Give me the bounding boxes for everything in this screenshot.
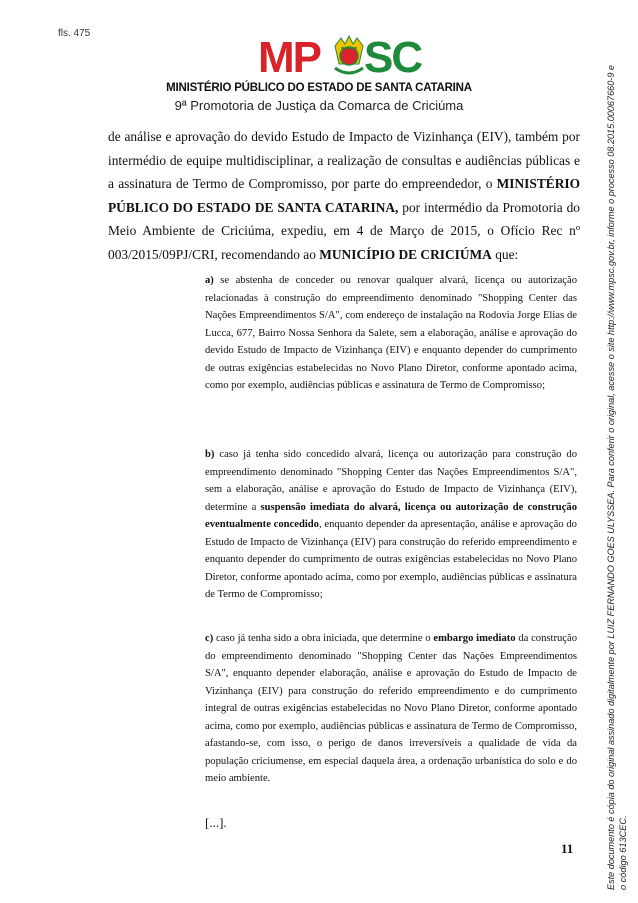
body-paragraph [108,125,580,267]
ellipsis-marker: [...]. [205,815,227,830]
body-bold-municipio: MUNICÍPIO DE CRICIÚMA [319,246,492,262]
body-text: de análise e aprovação do devido Estudo de Impacto de Vizinhança (EIV), também por intermédio de equipe multidisciplinar, a realização de consultas e audiências públicas e a assinatura de Termo de Compromisso, por parte do empreendedor, o [108,129,580,192]
folio-number: fls. 475 [58,28,91,39]
item-text: , enquanto depender da apresentação, análise e aprovação do Estudo de Impacto de Vizinhança (EIV) para construção do referido empreendimento e enquanto depender do cumprimento de outras exigências estabelecidas no Novo Plano Diretor, conforme apontado acima, como por exemplo, audiências públicas e assinatura de Termo de Compromisso; [205,519,577,600]
page-number: 11 [561,841,574,856]
item-label: a) [205,275,214,286]
organization-name: MINISTÉRIO PÚBLICO DO ESTADO DE SANTA CATARINA [166,82,472,94]
body-bold-mpsc: MINISTÉRIO PÚBLICO DO ESTADO DE SANTA CATARINA, [108,176,580,215]
recommendation-item-c [205,630,577,788]
item-label: b) [205,449,215,460]
side-note-line-1: Este documento é cópia do original assinado digitalmente por LUIZ FERNANDO GOES ULYSSEA. Para conferir o original, acesse o site http://www.mpsc.gov.br, informe o processo 08.2015.00067660-9 e [606,58,616,890]
item-text: caso já tenha sido concedido alvará, licença ou autorização para construção do empreendimento denominado "Shopping Center das Nações Empreendimentos S/A", sem a elaboração, análise e aprovação do Estudo de Impacto de Vizinhança (EIV), determine a [205,449,577,513]
item-text: caso já tenha sido a obra iniciada, que determine o [213,633,434,644]
item-text: da construção do empreendimento denominado "Shopping Center das Nações Empreendimentos S/A", enquanto depender elaboração, análise e aprovação do Estudo de Impacto de Vizinhança (EIV) para construção do referido empreendimento e do cumprimento integral de outras exigências estabelecidas no Novo Plano Diretor, conforme apontado acima, como por exemplo, audiências públicas e assinatura de Termo de Compromisso, afastando-se, com isso, o perigo de danos irreversíveis a qualidade de vida da população criciumense, em especial daquela área, a ordenação urbanística do solo e do meio ambiente. [205,633,577,784]
side-note-line-2: o código 613CEC. [618,815,628,890]
recommendation-item-a [205,272,577,395]
item-bold-text: suspensão imediata do alvará, licença ou autorização de construção eventualmente concedido [205,501,577,530]
item-text: se abstenha de conceder ou renovar qualquer alvará, licença ou autorização relacionadas à construção do empreendimento denominado "Shopping Center das Nações Empreendimentos S/A", com endereço de instalação na Rodovia Jorge Elias de Lucca, 677, Bairro Nossa Senhora da Salete, sem a elaboração, análise e aprovação do devido Estudo de Impacto de Vizinhança (EIV) e enquanto depender do cumprimento de outras exigências estabelecidas no Novo Plano Diretor, conforme apontado acima, como por exemplo, audiências públicas e assinatura de Termo de Compromisso; [205,275,577,391]
logo-sc-text: SC [364,33,422,82]
item-label: c) [205,633,214,644]
state-coat-of-arms-icon [335,36,363,73]
digital-signature-note [600,58,632,890]
mpsc-logo [256,30,422,82]
body-text: por intermédio da Promotoria do Meio Ambiente de Criciúma, expediu, em 4 de Março de 2015, o Ofício Rec nº 003/2015/09PJ/CRI, recomendando ao [108,199,580,262]
recommendation-item-b [205,446,577,604]
item-bold-text: embargo imediato [433,633,516,644]
body-text: que: [491,246,519,262]
promotoria-name: 9ª Promotoria de Justiça da Comarca de Criciúma [174,98,464,113]
logo-mp-text: MP [258,33,320,82]
